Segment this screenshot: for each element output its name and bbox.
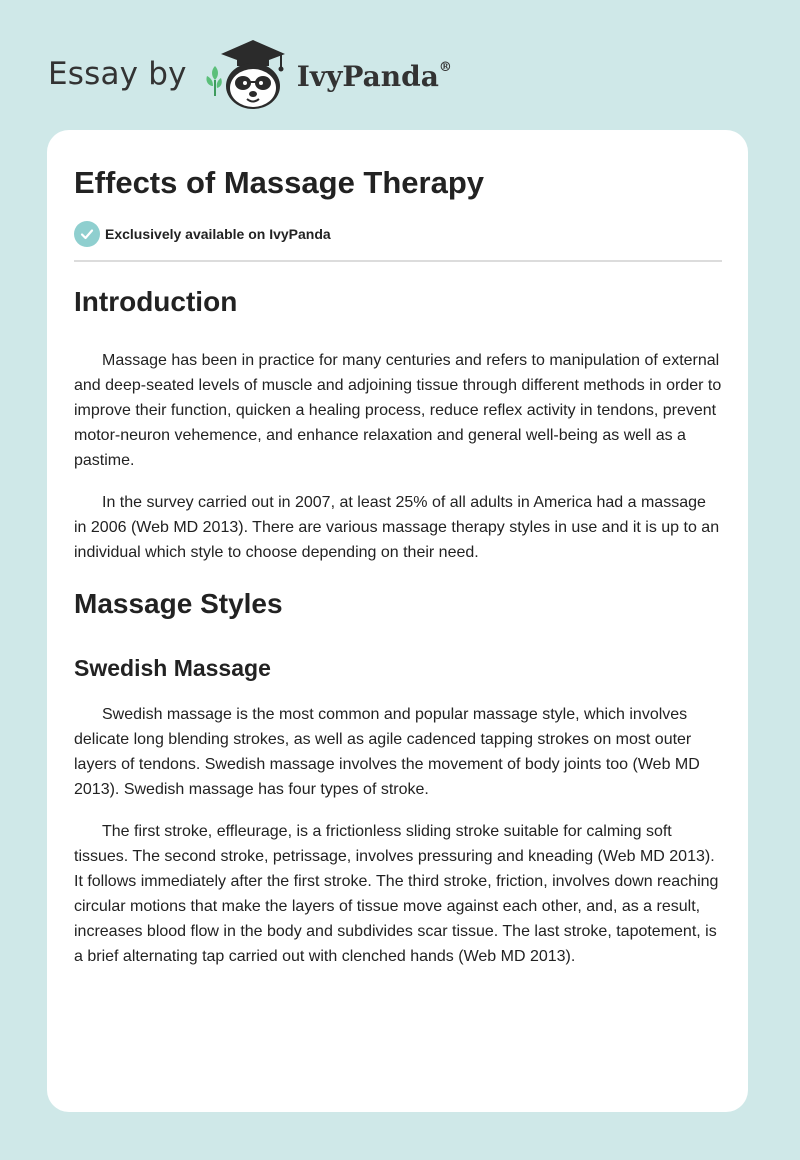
page-title: Effects of Massage Therapy [74, 165, 485, 200]
section-heading-introduction: Introduction [74, 286, 238, 317]
registered-mark: ® [438, 60, 452, 76]
brand-label: IvyPanda [296, 59, 439, 93]
brand-name[interactable] [297, 60, 452, 93]
title-divider [74, 260, 722, 262]
badge-label: Exclusively available on IvyPanda [105, 226, 331, 242]
panda-graduate-icon[interactable] [201, 36, 293, 112]
check-icon [74, 221, 100, 247]
paragraph: Swedish massage is the most common and popular massage style, which involves delicate long blending strokes, as well as agile cadenced tapping strokes on most outer layers of tendons. Swedish massage involves the movement of body joints too (Web MD 2013). Swedish massage has four types of stroke. [74, 706, 700, 798]
paragraph: In the survey carried out in 2007, at least 25% of all adults in America had a massage in 2006 (Web MD 2013). There are various massage therapy styles in use and it is up to an individual which style to choose depending on their need. [74, 494, 720, 561]
site-header [48, 36, 452, 112]
essay-by-label: Essay by [48, 56, 187, 92]
paragraph: Massage has been in practice for many centuries and refers to manipulation of external and deep-seated levels of muscle and adjoining tissue through different methods in order to improve their function, quicken a healing process, reduce reflex activity in tendons, prevent motor-neuron vehemence, and enhance relaxation and general well-being as well as a pastime. [74, 352, 722, 469]
essay-card [47, 130, 748, 1112]
ivy-leaf-icon [206, 66, 221, 96]
paragraph: The first stroke, effleurage, is a frictionless sliding stroke suitable for calming soft tissues. The second stroke, petrissage, involves pressuring and kneading (Web MD 2013). It follows immediately after the first stroke. The third stroke, friction, involves down reaching circular motions that make the layers of tissue move against each other, and, as a result, increases blood flow in the body and subdivides scar tissue. The last stroke, tapotement, is a brief alternating tap carried out with clenched hands (Web MD 2013). [74, 823, 719, 965]
subsection-heading-swedish-massage: Swedish Massage [74, 655, 271, 681]
article-body [74, 280, 722, 986]
section-heading-massage-styles: Massage Styles [74, 588, 283, 619]
exclusive-badge [74, 221, 331, 247]
